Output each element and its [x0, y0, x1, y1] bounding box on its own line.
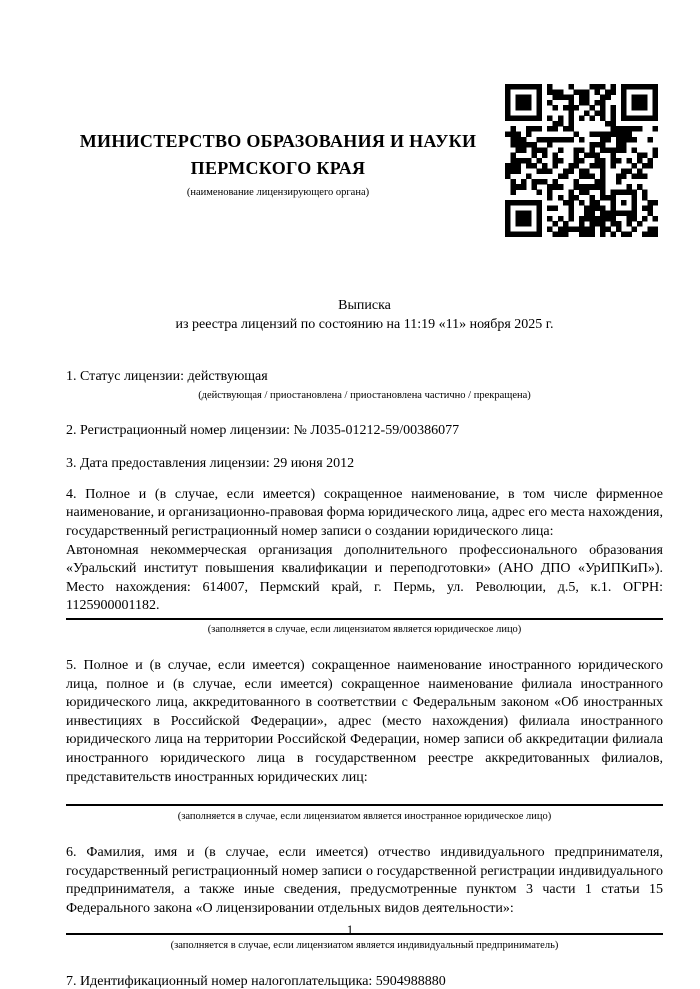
fill-line	[66, 618, 663, 620]
document-title: Выписка	[338, 298, 391, 313]
licensing-authority-caption: (наименование лицензирующего органа)	[186, 187, 370, 198]
document-body	[66, 296, 663, 989]
document-subtitle: из реестра лицензий по состоянию на 11:19 «11» ноября 2025 г.	[175, 317, 554, 332]
license-item-registration-number	[66, 422, 663, 441]
ministry-name-line1: МИНИСТЕРСТВО ОБРАЗОВАНИЯ И НАУКИ	[79, 131, 477, 151]
license-item-grant-date	[66, 455, 663, 474]
item-5-text: 5. Полное и (в случае, если имеется) сокращенное наименование иностранного юридического лица, полное и (в случае, если имеется) сокращенное наименование филиала иностранного юридического лица, аккредитованного в соответствии с Федеральным законом «Об иностранных инвестициях в Российской Федерации», адрес (место нахождения) филиала иностранного юридического лица на территории Российской Федерации, номер записи об аккредитации филиала иностранного юридического лица в государственном реестре аккредитованных филиалов, представительств иностранных юридических лиц:	[66, 657, 663, 785]
item-7-text: 7. Идентификационный номер налогоплательщика: 5904988880	[66, 974, 446, 989]
ministry-name-line2: ПЕРМСКОГО КРАЯ	[190, 158, 366, 178]
license-item-status	[66, 368, 663, 403]
item-4-value: Автономная некоммерческая организация дополнительного профессионального образования «Уральский институт повышения квалификации и переподготовки» (АНО ДПО «УрИПКиП»). Место нахождения: 614007, Пермский край, г. Пермь, ул. Революции, д.5, к.1. ОГРН: 1125900001182.	[66, 542, 663, 614]
item-1-caption: (действующая / приостановлена / приостановлена частично / прекращена)	[198, 389, 531, 401]
item-4-caption: (заполняется в случае, если лицензиатом является юридическое лицо)	[207, 623, 522, 635]
qr-code	[505, 84, 658, 237]
item-2-text: 2. Регистрационный номер лицензии: № Л035-01212-59/00386077	[66, 422, 460, 438]
item-4-text: 4. Полное и (в случае, если имеется) сокращенное наименование, в том числе фирменное наименование, и организационно-правовая форма юридического лица, адрес его места нахождения, государственный регистрационный номер записи о создании юридического лица:	[66, 486, 663, 539]
item-6-caption: (заполняется в случае, если лицензиатом является индивидуальный предприниматель)	[170, 940, 559, 952]
page-number: 1	[346, 922, 354, 937]
fill-line	[66, 804, 663, 806]
item-5-caption: (заполняется в случае, если лицензиатом является иностранное юридическое лицо)	[177, 811, 552, 823]
license-item-taxpayer-number	[66, 973, 663, 989]
document-title-block	[66, 296, 663, 334]
license-item-legal-entity	[66, 486, 663, 637]
licensing-authority-header	[66, 128, 490, 200]
item-6-text: 6. Фамилия, имя и (в случае, если имеется) отчество индивидуального предпринимателя, государственный регистрационный номер записи о государственной регистрации индивидуального предпринимателя, а также иные сведения, предусмотренные пунктом 3 части 1 статьи 15 Федерального закона «О лицензировании отдельных видов деятельности»:	[66, 845, 663, 916]
item-1-text: 1. Статус лицензии: действующая	[66, 369, 268, 384]
license-item-foreign-entity	[66, 657, 663, 824]
item-3-text: 3. Дата предоставления лицензии: 29 июня 2012	[66, 456, 355, 472]
